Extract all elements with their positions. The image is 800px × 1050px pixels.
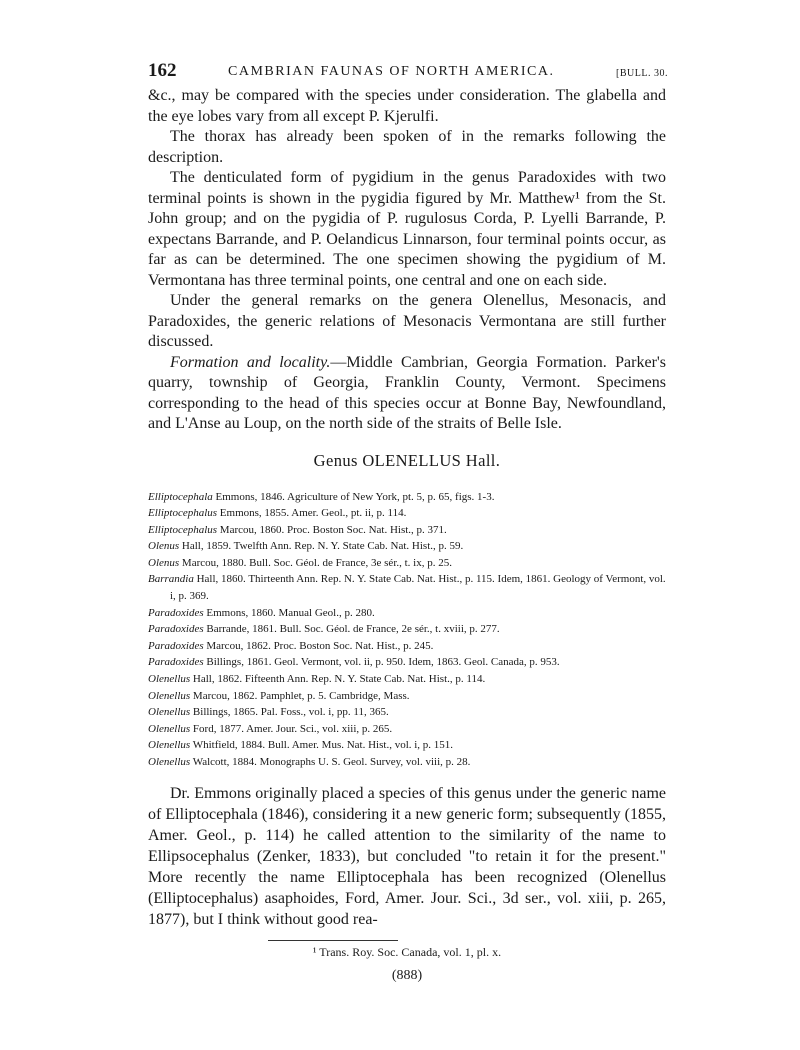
synonymy-reference: Marcou, 1862. Pamphlet, p. 5. Cambridge, Mass. [192, 689, 410, 702]
synonymy-genus-name: Olenellus [148, 689, 191, 702]
genus-heading: Genus OLENELLUS Hall. [313, 450, 501, 470]
synonymy-reference: Emmons, 1855. Amer. Geol., pt. ii, p. 114. [219, 507, 407, 520]
synonymy-reference: Marcou, 1860. Proc. Boston Soc. Nat. Hist., p. 371. [219, 523, 447, 536]
formation-label: Formation and locality. [170, 353, 331, 371]
synonymy-genus-name: Olenellus [148, 706, 191, 719]
synonymy-reference: Hall, 1860. Thirteenth Ann. Rep. N. Y. State Cab. Nat. Hist., p. 115. Idem, 1861. Geology of Vermont, vol. i, p. 369. [170, 573, 666, 603]
synonymy-reference: Barrande, 1861. Bull. Soc. Géol. de France, 2e sér., t. xviii, p. 277. [206, 623, 500, 636]
synonymy-genus-name: Elliptocephalus [148, 507, 218, 520]
synonymy-genus-name: Paradoxides [148, 606, 204, 619]
page-number: 162 [148, 60, 177, 81]
synonymy-entry [148, 638, 666, 655]
synonymy-entry [148, 605, 666, 622]
synonymy-reference: Hall, 1862. Fifteenth Ann. Rep. N. Y. State Cab. Nat. Hist., p. 114. [192, 673, 486, 686]
paragraph-1: &c., may be compared with the species under consideration. The glabella and the eye lobes vary from all except P. Kjerulfi. [148, 87, 666, 125]
synonymy-genus-name: Elliptocephalus [148, 523, 218, 536]
footnote-rule [268, 940, 398, 941]
synonymy-entry [148, 505, 666, 522]
synonymy-genus-name: Olenellus [148, 756, 191, 768]
synonymy-entry [148, 571, 666, 604]
discussion [148, 783, 666, 930]
synonymy-entry [148, 704, 666, 721]
paragraph-5 [148, 353, 666, 435]
synonymy-genus-name: Paradoxides [148, 639, 204, 652]
synonymy-genus-name: Olenellus [148, 673, 191, 686]
synonymy-genus-name: Paradoxides [148, 656, 204, 669]
synonymy-entry [148, 721, 666, 738]
synonymy-genus-name: Olenellus [148, 739, 191, 752]
synonymy-entry [148, 621, 666, 638]
synonymy-entry [148, 654, 666, 671]
paragraph-4: Under the general remarks on the genera Olenellus, Mesonacis, and Paradoxides, the generic relations of Mesonacis Vermontana are still further discussed. [148, 292, 666, 350]
footnote: ¹ Trans. Roy. Soc. Canada, vol. 1, pl. x. [312, 944, 502, 959]
synonymy-genus-name: Olenellus [148, 722, 191, 735]
synonymy-entry [148, 538, 666, 555]
synonymy-genus-name: Paradoxides [148, 623, 204, 636]
synonymy-entry [148, 754, 666, 771]
synonymy-reference: Ford, 1877. Amer. Jour. Sci., vol. xiii, p. 265. [192, 722, 393, 735]
synonymy-reference: Marcou, 1862. Proc. Boston Soc. Nat. Hist., p. 245. [206, 639, 434, 652]
running-title: CAMBRIAN FAUNAS OF NORTH AMERICA. [228, 64, 555, 79]
synonymy-reference: Walcott, 1884. Monographs U. S. Geol. Survey, vol. viii, p. 28. [192, 756, 471, 768]
synonymy-entry [148, 489, 666, 506]
synonymy-genus-name: Elliptocephala [148, 490, 213, 503]
synonymy-genus-name: Olenus [148, 556, 180, 569]
synonymy-entry [148, 737, 666, 754]
signature-mark: (888) [391, 967, 423, 983]
synonymy-genus-name: Olenus [148, 540, 180, 553]
running-head [148, 58, 666, 86]
document-page [148, 58, 666, 984]
synonymy-reference: Emmons, 1846. Agriculture of New York, pt. 5, p. 65, figs. 1-3. [215, 490, 495, 503]
synonymy-reference: Whitfield, 1884. Bull. Amer. Mus. Nat. Hist., vol. i, p. 151. [192, 739, 454, 752]
body-text [148, 86, 666, 435]
paragraph-3: The denticulated form of pygidium in the genus Paradoxides with two terminal points is shown in the pygidia figured by Mr. Matthew¹ from the St. John group; and on the pygidia of P. rugulosus Corda, P. Lyelli Barrande, P. expectans Barrande, and P. Oelandicus Linnarson, four terminal points occur, as far as can be determined. The one specimen showing the pygidium of M. Vermontana has three terminal points, one central and one on each side. [148, 169, 666, 289]
synonymy-entry [148, 555, 666, 572]
synonymy-entry [148, 671, 666, 688]
synonymy-entry [148, 522, 666, 539]
synonymy-genus-name: Barrandia [148, 573, 194, 586]
synonymy-reference: Billings, 1861. Geol. Vermont, vol. ii, p. 950. Idem, 1863. Geol. Canada, p. 953. [206, 656, 560, 669]
bulletin-number: [BULL. 30. [616, 68, 668, 79]
discussion-paragraph: Dr. Emmons originally placed a species of this genus under the generic name of Elliptocephala (1846), considering it a new generic form; subsequently (1855, Amer. Geol., p. 114) he called attention to the similarity of the name to Ellipsocephalus (Zenker, 1833), but concluded "to retain it for the present." More recently the name Elliptocephala has been recognized (Olenellus (Elliptocephalus) asaphoides, Ford, Amer. Jour. Sci., 3d ser., vol. xiii, p. 265, 1877), but I think without good rea- [148, 784, 666, 928]
synonymy-reference: Marcou, 1880. Bull. Soc. Géol. de France, 3e sér., t. ix, p. 25. [181, 556, 452, 569]
formation-text: —Middle Cambrian, Georgia Formation. Parker's quarry, township of Georgia, Franklin County, Vermont. Specimens corresponding to the head of this species occur at Bonne Bay, Newfoundland, and L'Anse au Loup, on the north side of the straits of Belle Isle. [148, 353, 667, 432]
synonymy-list [148, 489, 666, 771]
synonymy-reference: Billings, 1865. Pal. Foss., vol. i, pp. 11, 365. [192, 706, 389, 719]
synonymy-reference: Emmons, 1860. Manual Geol., p. 280. [206, 606, 375, 619]
synonymy-reference: Hall, 1859. Twelfth Ann. Rep. N. Y. State Cab. Nat. Hist., p. 59. [181, 540, 464, 553]
synonymy-entry [148, 688, 666, 705]
paragraph-2: The thorax has already been spoken of in the remarks following the description. [148, 128, 666, 166]
